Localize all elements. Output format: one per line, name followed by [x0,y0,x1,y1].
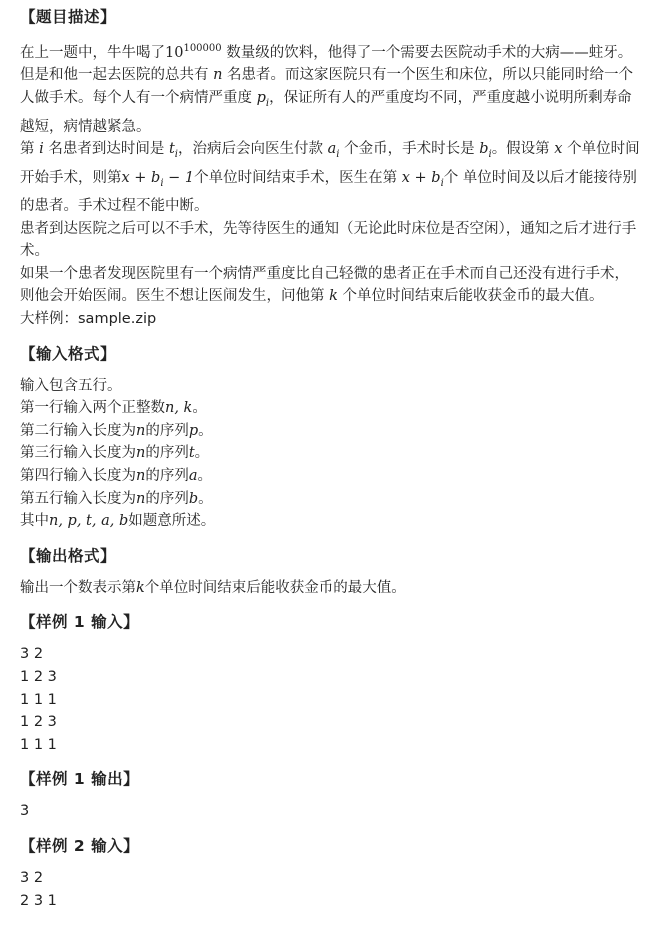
text: 输出一个数表示第 [20,579,136,596]
text: 其中 [20,513,49,530]
description-paragraph-5 [20,263,640,308]
sample-line: 2 3 1 [20,892,57,909]
text: ，保证所有人的严重度均不同，严重度越小说明所剩寿命越短，病情越紧急。 [20,90,632,135]
text: 的序列 [145,445,189,462]
text: 。 [194,445,210,462]
text: 个 单位时间及以后才能接待别的患者。手术过程不能中断。 [20,169,637,215]
math-subscript: i [336,148,340,160]
description-paragraph-2 [20,64,640,138]
text: 第四行输入长度为 [20,468,136,484]
text: 名患者到达时间是 [43,141,169,158]
text: 的序列 [145,490,189,507]
input-line [20,397,640,420]
text: 个单位时间开始手术，则第 [20,141,640,186]
text: 。假设第 [491,141,555,158]
text: 。 [192,400,207,417]
output-format-section [20,577,640,600]
text: 在上一题中，牛牛喝了 [20,44,165,61]
math-expr-2 [401,169,444,189]
description-paragraph-4: 患者到达医院之后可以不手术，先等待医生的通知（无论此时床位是否空闲），通知之后才进行手术。 [20,220,637,260]
math-var: n [136,445,146,462]
math-var: p [188,422,199,439]
math-var: n [136,490,146,507]
text: 第 [20,141,40,158]
text: 。 [198,490,213,507]
math-expr-1 [121,169,195,189]
input-line [20,442,640,465]
math-var: b [188,490,199,507]
math-var-t-i [168,141,178,160]
sample-line: 3 2 [20,646,44,663]
power-expression [165,45,222,61]
math-var-p-i [256,90,270,109]
text: 个单位时间结束手术，医生在第 [194,169,402,186]
sample-line: 1 1 1 [20,736,57,753]
power-exponent: 100000 [183,43,222,54]
input-format-title: 【输入格式】 [20,344,117,363]
text: 个金币，手术时长是 [339,141,480,158]
sample1-output-block [20,800,640,823]
description-section [20,38,640,331]
text: 。 [197,468,212,484]
math-var: p [256,90,266,107]
math-var: b [479,141,489,158]
sample-line: 1 2 3 [20,714,57,731]
sample1-input-title: 【样例 1 输入】 [20,613,140,632]
sample-line: 3 [20,803,30,820]
math-var-b-i [479,141,492,160]
output-format-title: 【输出格式】 [20,546,117,565]
text: 个单位时间结束后能收获金币的最大值。 [144,579,406,596]
text: 第三行输入长度为 [20,445,136,462]
text: 第一行输入两个正整数 [20,400,165,417]
math-var: a [327,141,337,158]
math-expr: x + b [121,169,161,186]
math-var: x [554,141,563,158]
power-base: 10 [165,44,184,61]
math-var: t [168,141,175,158]
text: 数量级的饮料，他得了一个需要去医院动手术的大病——蛀牙。 [221,44,633,61]
input-format-section [20,375,640,533]
math-subscript: i [160,177,164,189]
math-expr-tail: − 1 [163,169,195,186]
sample-line: 3 2 [20,869,44,886]
math-var: k [136,579,145,596]
math-subscript: i [174,148,178,160]
text: 但是和他一起去医院的总共有 [20,67,214,84]
text: 的序列 [145,422,189,439]
text: 。 [198,422,213,439]
description-paragraph-1 [20,38,640,64]
math-subscript: i [488,148,492,160]
sample1-output-title: 【样例 1 输出】 [20,770,140,789]
input-line [20,465,640,488]
text: 第五行输入长度为 [20,490,136,507]
input-line [20,420,640,443]
text: ，治病后会向医生付款 [178,141,328,158]
math-var: n, k [165,400,193,417]
sample2-input-block [20,867,640,912]
text: 个单位时间结束后能收获金币的最大值。 [337,288,604,305]
output-line [20,577,640,600]
description-title: 【题目描述】 [20,8,117,26]
text: 的序列 [145,468,189,484]
text: 如题意所述。 [128,513,216,530]
math-expr: x + b [401,169,441,186]
input-line [20,510,640,533]
math-var: a [188,468,198,484]
input-line [20,488,640,511]
math-var: n [136,468,146,484]
sample-line: 1 1 1 [20,691,57,708]
text: 名患者。而这家医院只有一个医生和床位，所以只能同时给一个人做手术。每个人有一个病情严重度 [20,67,634,107]
sample1-input-block [20,643,640,756]
text: 第二行输入长度为 [20,422,136,439]
math-subscript: i [265,97,270,109]
input-line: 输入包含五行。 [20,377,122,394]
math-var: i [39,141,44,158]
math-var: n [136,422,146,439]
math-subscript: i [440,177,444,189]
sample-line: 1 2 3 [20,668,57,685]
sample2-input-title: 【样例 2 输入】 [20,836,140,855]
math-var-a-i [327,141,340,160]
text: 如果一个患者发现医院里有一个病情严重度比自己轻微的患者正在手术而自己还没有进行手术，则他会开始医闹。医生不想让医闹发生，问他第 [20,265,629,305]
math-var: k [329,288,338,305]
math-var: t [188,445,195,462]
description-paragraph-3 [20,138,640,218]
math-var: n [213,67,223,84]
math-var: n, p, t, a, b [49,513,129,530]
sample-download-text: 大样例：sample.zip [20,311,157,328]
